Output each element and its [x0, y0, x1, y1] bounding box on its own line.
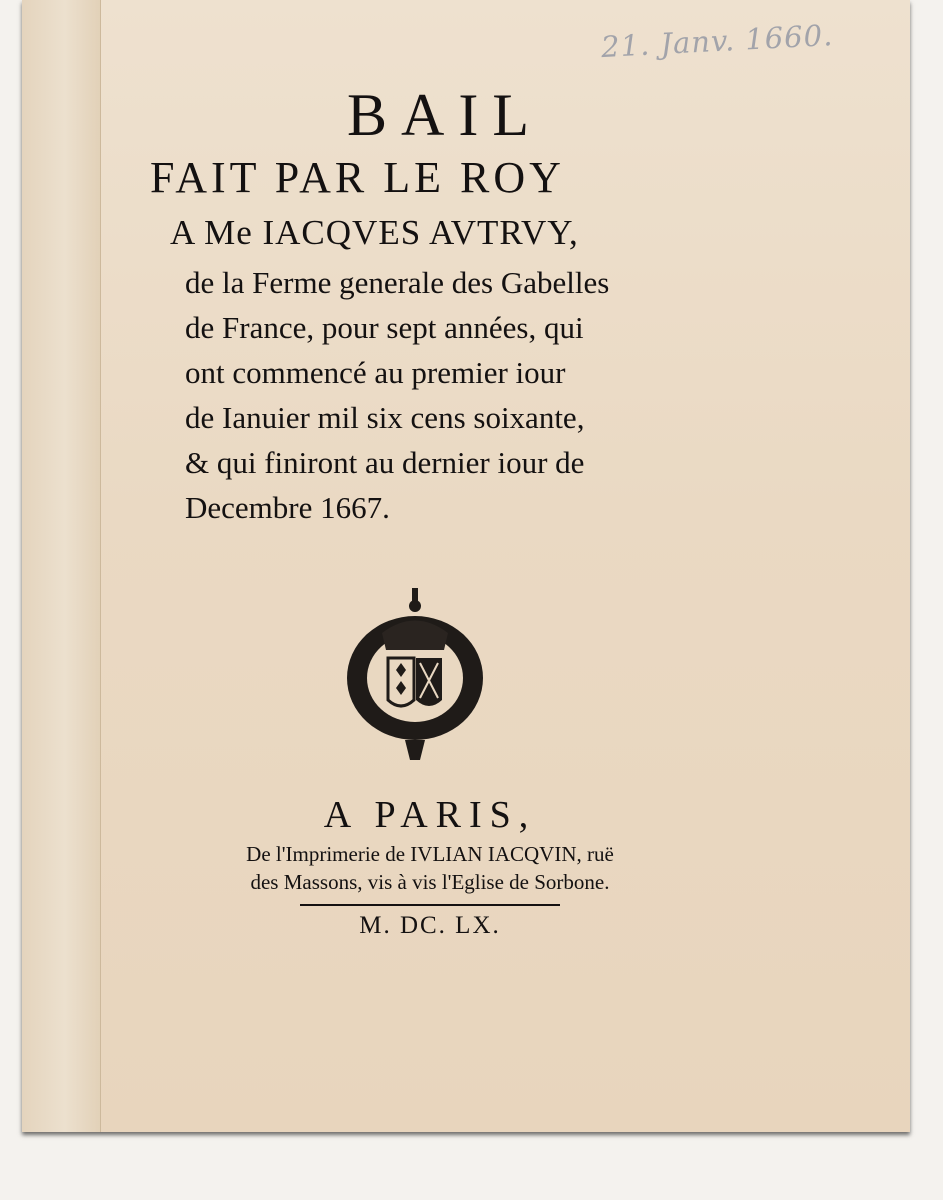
imprint-printer-line: De l'Imprimerie de IVLIAN IACQVIN, ruë [246, 842, 614, 866]
imprint-date: M. DC. LX. [359, 912, 501, 939]
handwritten-note: 21. Janv. 1660. [599, 17, 834, 65]
title-main: BAIL [347, 82, 543, 148]
royal-arms-emblem [340, 578, 490, 768]
binding-strip [22, 0, 101, 1132]
title-line-2: A Me IACQVES AVTRVY, [170, 213, 579, 252]
title-block [140, 80, 720, 530]
imprint-block [150, 790, 710, 940]
imprint-divider [300, 904, 560, 906]
title-line-1: FAIT PAR LE ROY [150, 153, 565, 202]
body-text: de la Ferme generale des Gabelles de France, pour sept années, qui ont commencé au premier iour de Ianuier mil six cens soixante, & qui finiront au dernier iour de Decembre 1667. [185, 265, 610, 525]
imprint-address-line: des Massons, vis à vis l'Eglise de Sorbone. [250, 870, 610, 894]
imprint-city: A PARIS, [323, 794, 537, 836]
